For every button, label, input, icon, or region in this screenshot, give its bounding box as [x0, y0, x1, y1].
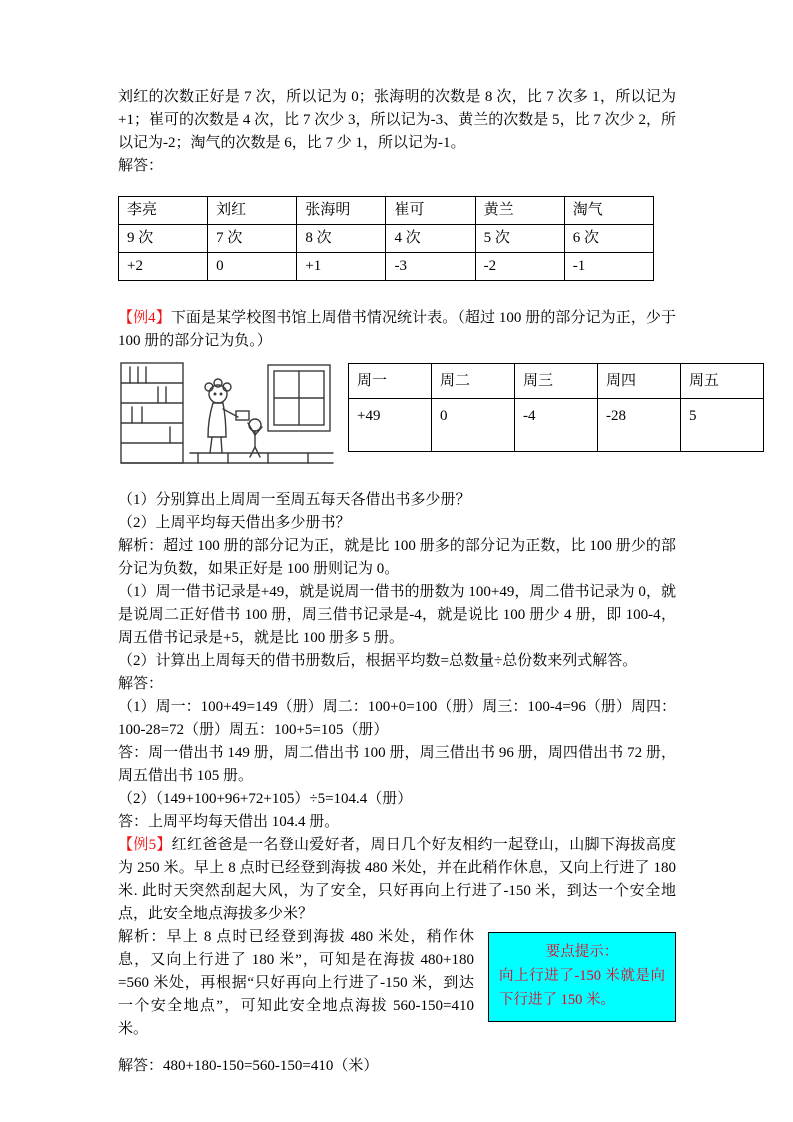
table-cell: 周二	[432, 364, 515, 399]
intro-paragraph: 刘红的次数正好是 7 次，所以记为 0；张海明的次数是 8 次，比 7 次多 1，所以记为+1；崔可的次数是 4 次，比 7 次少 3，所以记为-3、黄兰的次数是 5，比 7 次少 2，所以记为-2；淘气的次数是 6，比 7 少 1，所以记为-1。	[118, 89, 676, 151]
example5-jiexi-block	[118, 926, 676, 1041]
example4-paragraph	[118, 307, 676, 353]
table-row	[119, 197, 654, 225]
table-cell: +49	[349, 399, 432, 452]
table-cell: -4	[515, 399, 598, 452]
table-cell: 5 次	[475, 225, 564, 253]
table-cell: 周四	[598, 364, 681, 399]
example4-question1: （1）分别算出上周周一至周五每天各借出书多少册？	[118, 492, 471, 508]
tip-box	[488, 932, 676, 1022]
table-cell: -3	[386, 253, 475, 281]
table-cell: 淘气	[564, 197, 653, 225]
example4-answer-line4: 答：上周平均每天借出 104.4 册。	[118, 814, 340, 830]
table-cell: 8 次	[297, 225, 386, 253]
table-cell: 崔可	[386, 197, 475, 225]
table-row	[349, 399, 764, 452]
table-cell: 黄兰	[475, 197, 564, 225]
table-cell: 周五	[681, 364, 764, 399]
borrow-stat-table	[348, 363, 764, 452]
table-row	[119, 253, 654, 281]
example4-tag: 【例4】	[118, 310, 171, 326]
example4-media-row	[118, 361, 720, 467]
table-cell: 7 次	[208, 225, 297, 253]
table-cell: +1	[297, 253, 386, 281]
library-illustration	[118, 361, 336, 467]
table-cell: -1	[564, 253, 653, 281]
example4-jiexi-step1: （1）周一借书记录是+49，就是说周一借书的册数为 100+49，周二借书记录为 0，就是说周二正好借书 100 册，周三借书记录是-4，就是说比 100 册少 4 册，即 100-4，周五借书记录是+5，就是比 100 册多 5 册。	[118, 584, 676, 646]
example4-jiexi: 解析：超过 100 册的部分记为正，就是比 100 册多的部分记为正数，比 100 册少的部分记为负数，如果正好是 100 册则记为 0。	[118, 538, 676, 577]
example4-jiexi-step2: （2）计算出上周每天的借书册数后，根据平均数=总数量÷总份数来列式解答。	[118, 653, 638, 669]
tip-body: 向上行进了-150 米就是向下行进了 150 米。	[499, 968, 665, 1008]
table-cell: 周三	[515, 364, 598, 399]
table-cell: -2	[475, 253, 564, 281]
table-cell: 4 次	[386, 225, 475, 253]
example4-answer-line3: （2）（149+100+96+72+105）÷5=104.4（册）	[118, 791, 413, 807]
table-row	[349, 364, 764, 399]
example5-paragraph	[118, 834, 676, 926]
example5-intro: 红红爸爸是一名登山爱好者，周日几个好友相约一起登山，山脚下海拔高度为 250 米。早上 8 点时已经登到海拔 480 米处，并在此稍作休息，又向上行进了 180 米. 此时天突然刮起大风，为了安全，只好再向上行进了-150 米，到达一个安全地点，此安全地点海拔多少米？	[118, 837, 676, 922]
example5-jiexi: 解析：早上 8 点时已经登到海拔 480 米处，稍作休息，又向上行进了 180 米”，可知是在海拔 480+180 =560 米处，再根据“只好再向上行进了-150 米，到达一个安全地点”，可知此安全地点海拔 560-150=410 米。	[118, 929, 474, 1037]
example4-question2: （2）上周平均每天借出多少册书？	[118, 515, 351, 531]
table-cell: 6 次	[564, 225, 653, 253]
table-row	[119, 225, 654, 253]
tip-title: 要点提示：	[545, 944, 619, 960]
example4-jieda-label: 解答：	[118, 676, 164, 692]
table-cell: 周一	[349, 364, 432, 399]
example4-answer-line2: 答：周一借出书 149 册，周二借出书 100 册，周三借出书 96 册，周四借出书 72 册，周五借出书 105 册。	[118, 745, 676, 784]
table-cell: 张海明	[297, 197, 386, 225]
table-cell: 李亮	[119, 197, 208, 225]
jieda-label-1: 解答：	[118, 158, 164, 174]
example4-answer-line1: （1）周一：100+49=149（册）周二：100+0=100（册）周三：100-4=96（册）周四：100-28=72（册）周五：100+5=105（册）	[118, 699, 676, 738]
table-cell: 0	[208, 253, 297, 281]
table-cell: 0	[432, 399, 515, 452]
example5-jieda: 解答：480+180-150=560-150=410（米）	[118, 1058, 379, 1074]
table-cell: 9 次	[119, 225, 208, 253]
table-cell: -28	[598, 399, 681, 452]
example4-intro: 下面是某学校图书馆上周借书情况统计表。（超过 100 册的部分记为正，少于 100 册的部分记为负。）	[118, 310, 676, 349]
count-record-table	[118, 196, 654, 281]
table-cell: +2	[119, 253, 208, 281]
table-cell: 5	[681, 399, 764, 452]
table-cell: 刘红	[208, 197, 297, 225]
library-illustration-drawing	[118, 361, 336, 467]
example5-tag: 【例5】	[118, 837, 172, 853]
